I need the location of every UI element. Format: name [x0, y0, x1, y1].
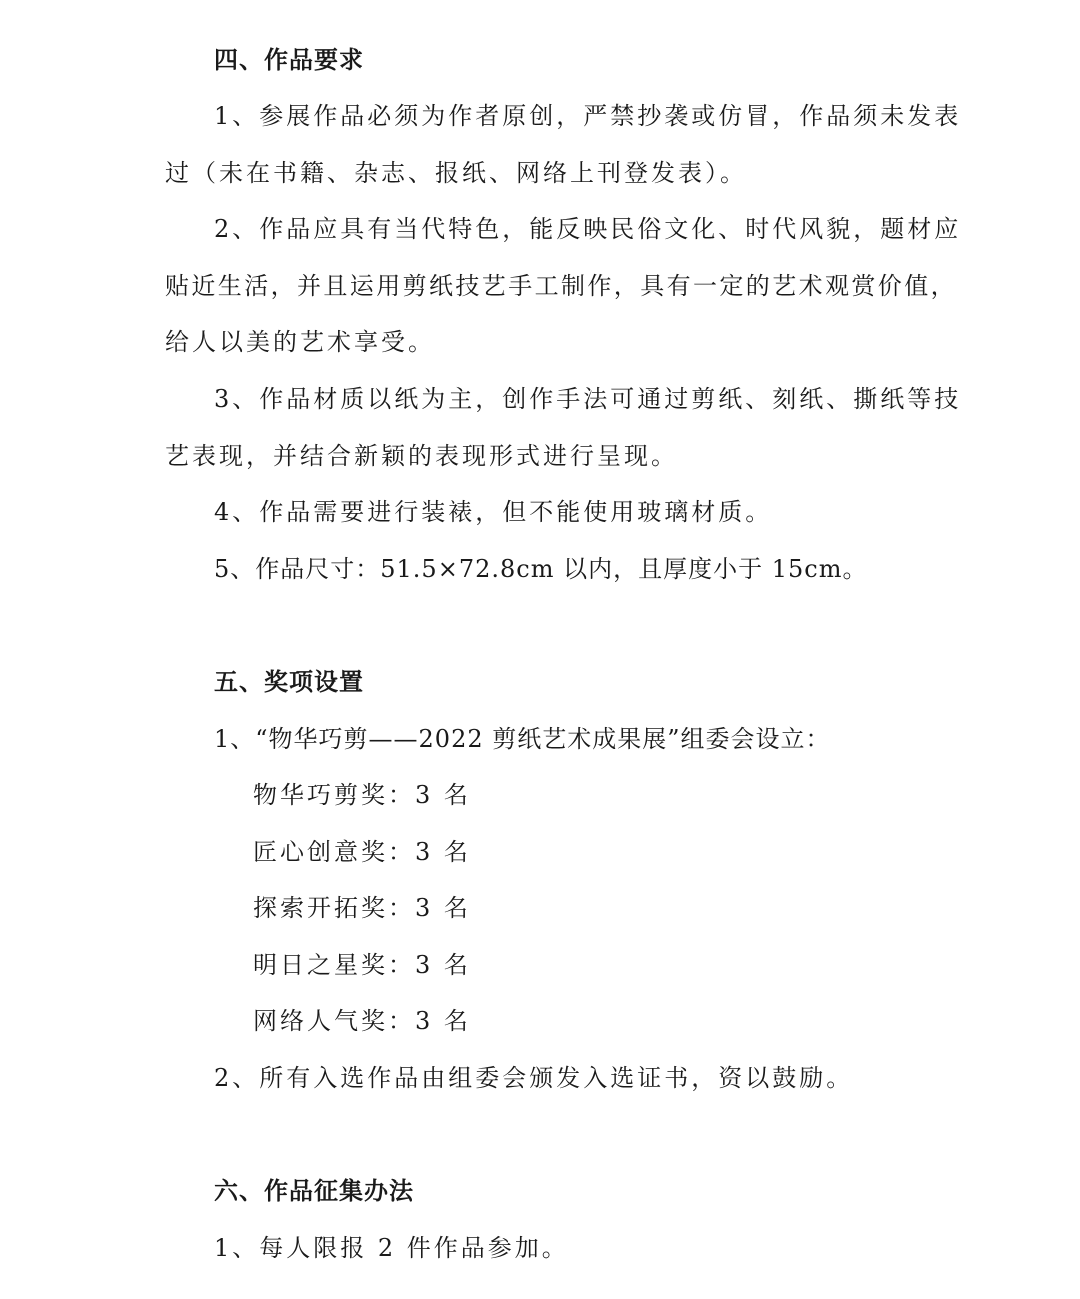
award-item: 明日之星奖：3 名	[253, 951, 471, 979]
section-heading-requirements: 四、作品要求	[214, 46, 364, 74]
section-heading-awards: 五、奖项设置	[214, 668, 364, 696]
requirement-1-line-2: 过（未在书籍、杂志、报纸、网络上刊登发表）。	[165, 159, 747, 187]
section-heading-collection: 六、作品征集办法	[214, 1177, 414, 1205]
awards-certificate-note: 2、所有入选作品由组委会颁发入选证书，资以鼓励。	[214, 1064, 854, 1092]
awards-intro: 1、“物华巧剪——2022 剪纸艺术成果展”组委会设立：	[214, 725, 831, 753]
requirement-2-line-1: 2、作品应具有当代特色，能反映民俗文化、时代风貌，题材应	[214, 215, 962, 243]
collection-item-1: 1、每人限报 2 件作品参加。	[214, 1234, 569, 1262]
award-item: 匠心创意奖：3 名	[253, 838, 471, 866]
award-item: 探索开拓奖：3 名	[253, 894, 471, 922]
requirement-2-line-3: 给人以美的艺术享受。	[165, 328, 435, 356]
requirement-5: 5、作品尺寸：51.5×72.8cm 以内，且厚度小于 15cm。	[214, 555, 868, 583]
requirement-4: 4、作品需要进行装裱，但不能使用玻璃材质。	[214, 498, 773, 526]
requirement-3-line-2: 艺表现，并结合新颖的表现形式进行呈现。	[165, 442, 678, 470]
requirement-2-line-2: 贴近生活，并且运用剪纸技艺手工制作，具有一定的艺术观赏价值，	[165, 272, 957, 300]
requirement-3-line-1: 3、作品材质以纸为主，创作手法可通过剪纸、刻纸、撕纸等技	[214, 385, 962, 413]
requirement-1-line-1: 1、参展作品必须为作者原创，严禁抄袭或仿冒，作品须未发表	[214, 102, 962, 130]
award-item: 物华巧剪奖：3 名	[253, 781, 471, 809]
award-item: 网络人气奖：3 名	[253, 1007, 471, 1035]
